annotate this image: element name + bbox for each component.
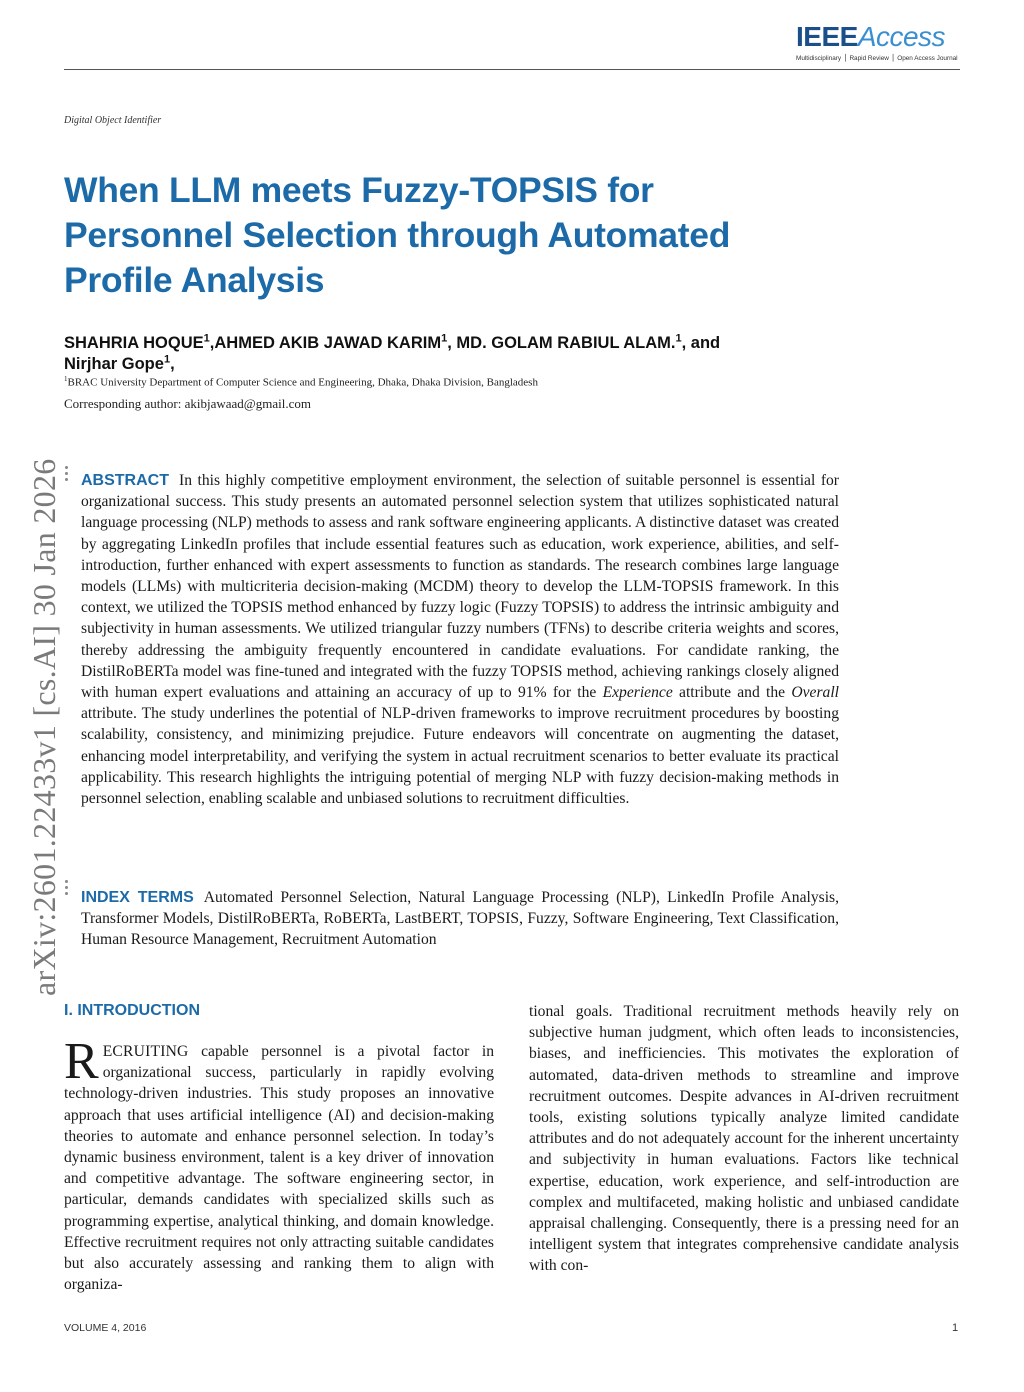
author-name: SHAHRIA HOQUE bbox=[64, 334, 204, 352]
intro-smallcaps: ECRUITING bbox=[102, 1043, 189, 1060]
margin-dots-icon bbox=[65, 880, 68, 898]
affiliation-marker: 1 bbox=[441, 332, 448, 345]
ieee-access-logo bbox=[796, 22, 960, 68]
abstract-emphasis: Experience bbox=[602, 684, 673, 702]
margin-dots-icon bbox=[65, 466, 68, 484]
abstract-heading: ABSTRACT bbox=[81, 472, 169, 489]
index-terms-heading: INDEX TERMS bbox=[81, 889, 194, 906]
intro-text: capable personnel is a pivotal factor in organizational success, particularly in rapidly evolving technology-driven industries. This study proposes an innovative approach that uses artificial intelligence (AI) and decision-making theories to automate and enhance personnel selection. In today’s dynamic business environment, talent is a key driver of innovation and competitive advantage. The software engineering sector, in particular, demands candidates with specialized skills such as programming expertise, analytical thinking, and domain knowledge. Effective recruitment requires not only attracting suitable candidates but also accurately assessing and ranking them to align with organiza- bbox=[64, 1043, 494, 1294]
abstract-emphasis: Overall bbox=[791, 684, 840, 702]
abstract bbox=[81, 470, 839, 809]
title-line: Personnel Selection through Automated bbox=[64, 215, 731, 255]
logo-ieee-text: IEEE bbox=[796, 21, 858, 52]
intro-column-left bbox=[64, 1033, 494, 1295]
author-name: Nirjhar Gope bbox=[64, 355, 164, 373]
header-divider bbox=[64, 69, 960, 70]
index-terms-text: Automated Personnel Selection, Natural Language Processing (NLP), LinkedIn Profile Analysis, Transformer Models, DistilRoBERTa, RoBERTa, LastBERT, TOPSIS, Fuzzy, Software Engineering, Text Classification, Human Resource Management, Recruitment Automation bbox=[81, 889, 840, 949]
abstract-text: In this highly competitive employment environment, the selection of suitable personnel is essential for organizational success. This study presents an automated personnel selection system that utilizes sophisticated natural language processing (NLP) methods to assess and rank software engineering applicants. A distinctive dataset was created by aggregating LinkedIn profiles that include essential features such as education, work experience, abilities, and self-introduction, further enhanced with expert assessments to function as standards. The research combines large language models (LLMs) with multicriteria decision-making (MCDM) theory to develop the LLM-TOPSIS framework. In this context, we utilized the TOPSIS method enhanced by fuzzy logic (Fuzzy TOPSIS) to address the intrinsic ambiguity and subjectivity in human assessments. We utilized triangular fuzzy numbers (TFNs) to describe criteria weights and scores, thereby addressing the ambiguity frequently encountered in candidate evaluations. For candidate ranking, the DistilRoBERTa model was fine-tuned and integrated with the fuzzy TOPSIS method, achieving rankings closely aligned with human expert evaluations and attaining an accuracy of up to 91% for the bbox=[81, 472, 839, 702]
page-number: 1 bbox=[952, 1322, 959, 1334]
arxiv-identifier-stamp: arXiv:2601.22433v1 [cs.AI] 30 Jan 2026 bbox=[26, 458, 62, 996]
abstract-text: attribute. The study underlines the potential of NLP-driven frameworks to improve recruitment procedures by boosting scalability, consistency, and minimizing prejudice. Future endeavors will concentrate on augmenting the dataset, enhancing model interpretability, and verifying the system in actual recruitment scenarios to better evaluate its practical applicability. This research highlights the intriguing potential of merging NLP with fuzzy decision-making methods in personnel selection, enabling scalable and unbiased solutions to recruitment difficulties. bbox=[81, 705, 839, 808]
affiliation-text: BRAC University Department of Computer Science and Engineering, Dhaka, Dhaka Division, Bangladesh bbox=[67, 376, 538, 389]
title-line: When LLM meets Fuzzy-TOPSIS for bbox=[64, 170, 654, 210]
affiliation-marker: 1 bbox=[163, 353, 171, 366]
corresponding-author: Corresponding author: akibjawaad@gmail.com bbox=[64, 396, 311, 411]
footer-volume: VOLUME 4, 2016 bbox=[64, 1322, 147, 1334]
section-heading-introduction: I. INTRODUCTION bbox=[64, 1002, 200, 1019]
author-name: AHMED AKIB JAWAD KARIM bbox=[214, 334, 442, 352]
author-name: MD. GOLAM RABIUL ALAM. bbox=[456, 334, 676, 352]
logo-tagline: Multidisciplinary ⎪ Rapid Review ⎪ Open Access Journal bbox=[796, 55, 958, 62]
author-conjunction: , and bbox=[681, 334, 721, 352]
index-terms bbox=[81, 887, 839, 951]
author-list: SHAHRIA HOQUE$^1$,AHMED AKIB JAWAD KARIM$^1$, MD. GOLAM RABIUL ALAM.$^1$, and Nirjhar Gope$^1$, bbox=[64, 332, 721, 373]
intro-column-right: tional goals. Traditional recruitment methods heavily rely on subjective human judgment, which often leads to inconsistencies, biases, and inefficiencies. This motivates the exploration of automated, data-driven methods to streamline and improve recruitment outcomes. Despite advances in AI-driven recruitment tools, existing solutions typically analyze limited candidate attributes and do not adequately account for the inherent uncertainty and subjectivity in human evaluations. Factors like technical expertise, education, work experience, and self-introduction are complex and multifaceted, making holistic and unbiased candidate appraisal challenging. Consequently, there is a pressing need for an intelligent system that integrates comprehensive candidate analysis with con- bbox=[529, 1003, 959, 1275]
affiliation bbox=[64, 375, 538, 389]
affiliation-marker: 1 bbox=[64, 375, 68, 383]
title-line: Profile Analysis bbox=[64, 260, 325, 300]
affiliation-marker: 1 bbox=[675, 332, 682, 345]
drop-cap: R bbox=[64, 1033, 99, 1090]
paper-title bbox=[64, 168, 864, 303]
abstract-text: attribute and the bbox=[679, 684, 786, 702]
logo-access-text: Access bbox=[857, 21, 946, 52]
affiliation-marker: 1 bbox=[203, 332, 210, 345]
doi-label: Digital Object Identifier bbox=[64, 115, 162, 126]
